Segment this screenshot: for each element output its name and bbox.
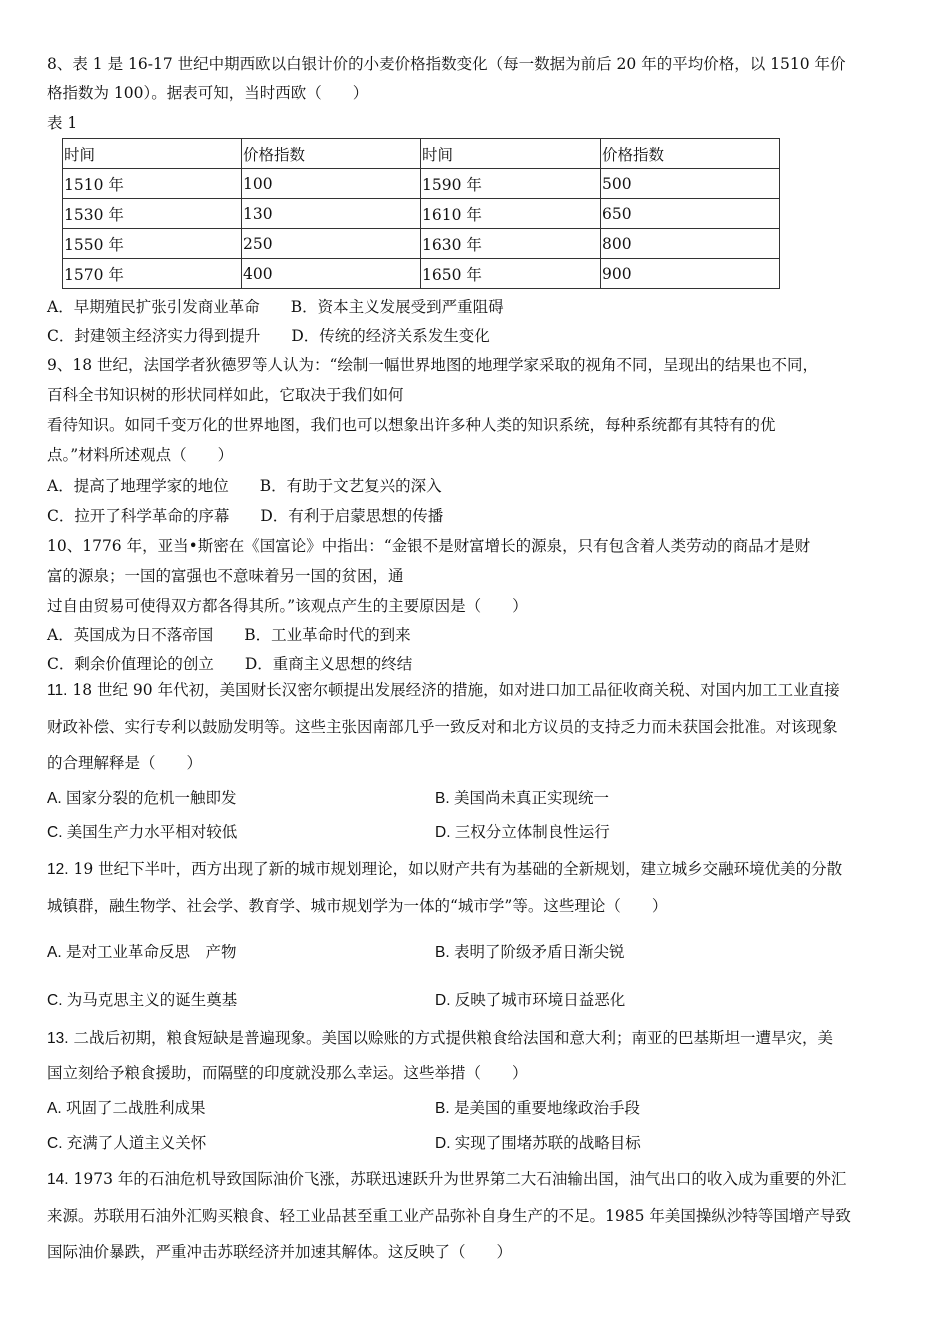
- q8-stem-line1: 8、表 1 是 16-17 世纪中期西欧以白银计价的小麦价格指数变化（每一数据为前后 20 年的平均价格，以 1510 年价: [47, 55, 846, 73]
- q11-stem-line2: 财政补偿、实行专利以鼓励发明等。这些主张因南部几乎一致反对和北方议员的支持乏力而未获国会批准。对该现象: [47, 718, 838, 736]
- table-caption: 表 1: [47, 114, 78, 132]
- q12-stem-line1: [47, 859, 842, 880]
- table-header-row: [63, 139, 780, 169]
- table-cell: 100: [242, 169, 421, 199]
- table-cell: 1590 年: [421, 169, 601, 199]
- table-cell: 1630 年: [421, 229, 601, 259]
- q9-stem-line1: 9、18 世纪，法国学者狄德罗等人认为：“绘制一幅世界地图的地理学家采取的视角不同，呈现出的结果也不同，: [47, 356, 818, 374]
- q11-option-a: A. 国家分裂的危机一触即发: [47, 790, 237, 807]
- q9-stem-line3: 看待知识。如同千变万化的世界地图，我们也可以想象出许多种人类的知识系统，每种系统都有其特有的优: [47, 416, 776, 434]
- q11-stem-line1: [47, 680, 840, 701]
- table-cell: 1510 年: [63, 169, 242, 199]
- q12-option-d: D. 反映了城市环境日益恶化: [435, 992, 626, 1009]
- q14-text: 1973 年的石油危机导致国际油价飞涨，苏联迅速跃升为世界第二大石油输出国，油气出口的收入成为重要的外汇: [73, 1170, 847, 1188]
- q9-options-cd: C．拉开了科学革命的序幕 D．有利于启蒙思想的传播: [47, 507, 444, 525]
- q8-options-cd: C．封建领主经济实力得到提升 D．传统的经济关系发生变化: [47, 327, 490, 345]
- table-header-cell: 价格指数: [601, 139, 780, 169]
- q14-stem-line1: [47, 1169, 846, 1190]
- q8-options-ab: A．早期殖民扩张引发商业革命 B．资本主义发展受到严重阻碍: [47, 298, 504, 316]
- table-cell: 1550 年: [63, 229, 242, 259]
- q13-stem-line2: 国立刻给予粮食援助，而隔壁的印度就没那么幸运。这些举措（ ）: [47, 1064, 528, 1082]
- q14-number: 14.: [47, 1171, 69, 1188]
- q10-stem-line1: 10、1776 年，亚当•斯密在《国富论》中指出：“金银不是财富增长的源泉，只有包含着人类劳动的商品才是财: [47, 537, 811, 555]
- table-header-cell: 时间: [421, 139, 601, 169]
- q12-option-a: A. 是对工业革命反思 产物: [47, 944, 237, 961]
- q8-stem-line2: 格指数为 100）。据表可知，当时西欧（ ）: [47, 84, 369, 102]
- table-header-cell: 价格指数: [242, 139, 421, 169]
- table-cell: 800: [601, 229, 780, 259]
- price-index-table: [62, 138, 780, 289]
- q11-stem-line3: 的合理解释是（ ）: [47, 754, 203, 772]
- table-cell: 1610 年: [421, 199, 601, 229]
- q12-stem-line2: 城镇群，融生物学、社会学、教育学、城市规划学为一体的“城市学”等。这些理论（ ）: [47, 897, 668, 915]
- q14-stem-line3: 国际油价暴跌，严重冲击苏联经济并加速其解体。这反映了（ ）: [47, 1243, 513, 1261]
- q9-stem-line4: 点。”材料所述观点（ ）: [47, 446, 234, 464]
- table-row: [63, 259, 780, 289]
- table-row: [63, 229, 780, 259]
- q10-stem-line2: 富的源泉；一国的富强也不意味着另一国的贫困，通: [47, 567, 404, 585]
- q13-option-a: A. 巩固了二战胜利成果: [47, 1100, 206, 1117]
- q11-text: 18 世纪 90 年代初，美国财长汉密尔顿提出发展经济的措施，如对进口加工品征收商关税、对国内加工工业直接: [72, 681, 840, 699]
- q13-option-c: C. 充满了人道主义关怀: [47, 1135, 207, 1152]
- q13-text: 二战后初期，粮食短缺是普遍现象。美国以赊账的方式提供粮食给法国和意大利；南亚的巴基斯坦一遭旱灾，美: [73, 1029, 834, 1047]
- table-header-cell: 时间: [63, 139, 242, 169]
- q13-stem-line1: [47, 1028, 833, 1049]
- q12-option-b: B. 表明了阶级矛盾日渐尖锐: [435, 944, 625, 961]
- q13-number: 13.: [47, 1030, 69, 1047]
- table-cell: 130: [242, 199, 421, 229]
- q9-options-ab: A．提高了地理学家的地位 B．有助于文艺复兴的深入: [47, 477, 442, 495]
- q11-option-d: D. 三权分立体制良性运行: [435, 824, 610, 841]
- q9-stem-line2: 百科全书知识树的形状同样如此，它取决于我们如何: [47, 386, 404, 404]
- table-cell: 400: [242, 259, 421, 289]
- table-cell: 250: [242, 229, 421, 259]
- q12-number: 12.: [47, 861, 69, 878]
- q12-option-c: C. 为马克思主义的诞生奠基: [47, 992, 238, 1009]
- table-cell: 500: [601, 169, 780, 199]
- q11-option-b: B. 美国尚未真正实现统一: [435, 790, 609, 807]
- q14-stem-line2: 来源。苏联用石油外汇购买粮食、轻工业品甚至重工业产品弥补自身生产的不足。1985 年美国操纵沙特等国增产导致: [47, 1207, 851, 1225]
- q13-option-b: B. 是美国的重要地缘政治手段: [435, 1100, 640, 1117]
- table-cell: 1650 年: [421, 259, 601, 289]
- q10-options-ab: A．英国成为日不落帝国 B．工业革命时代的到来: [47, 626, 411, 644]
- q12-text: 19 世纪下半叶，西方出现了新的城市规划理论，如以财产共有为基础的全新规划，建立城乡交融环境优美的分散: [73, 860, 843, 878]
- q11-option-c: C. 美国生产力水平相对较低: [47, 824, 238, 841]
- q10-stem-line3: 过自由贸易可使得双方都各得其所。”该观点产生的主要原因是（ ）: [47, 597, 528, 615]
- table-cell: 1530 年: [63, 199, 242, 229]
- table-cell: 1570 年: [63, 259, 242, 289]
- table-cell: 900: [601, 259, 780, 289]
- q13-option-d: D. 实现了围堵苏联的战略目标: [435, 1135, 641, 1152]
- table-row: [63, 199, 780, 229]
- q10-options-cd: C．剩余价值理论的创立 D．重商主义思想的终结: [47, 655, 413, 673]
- table-cell: 650: [601, 199, 780, 229]
- q11-number: 11.: [47, 682, 68, 699]
- table-row: [63, 169, 780, 199]
